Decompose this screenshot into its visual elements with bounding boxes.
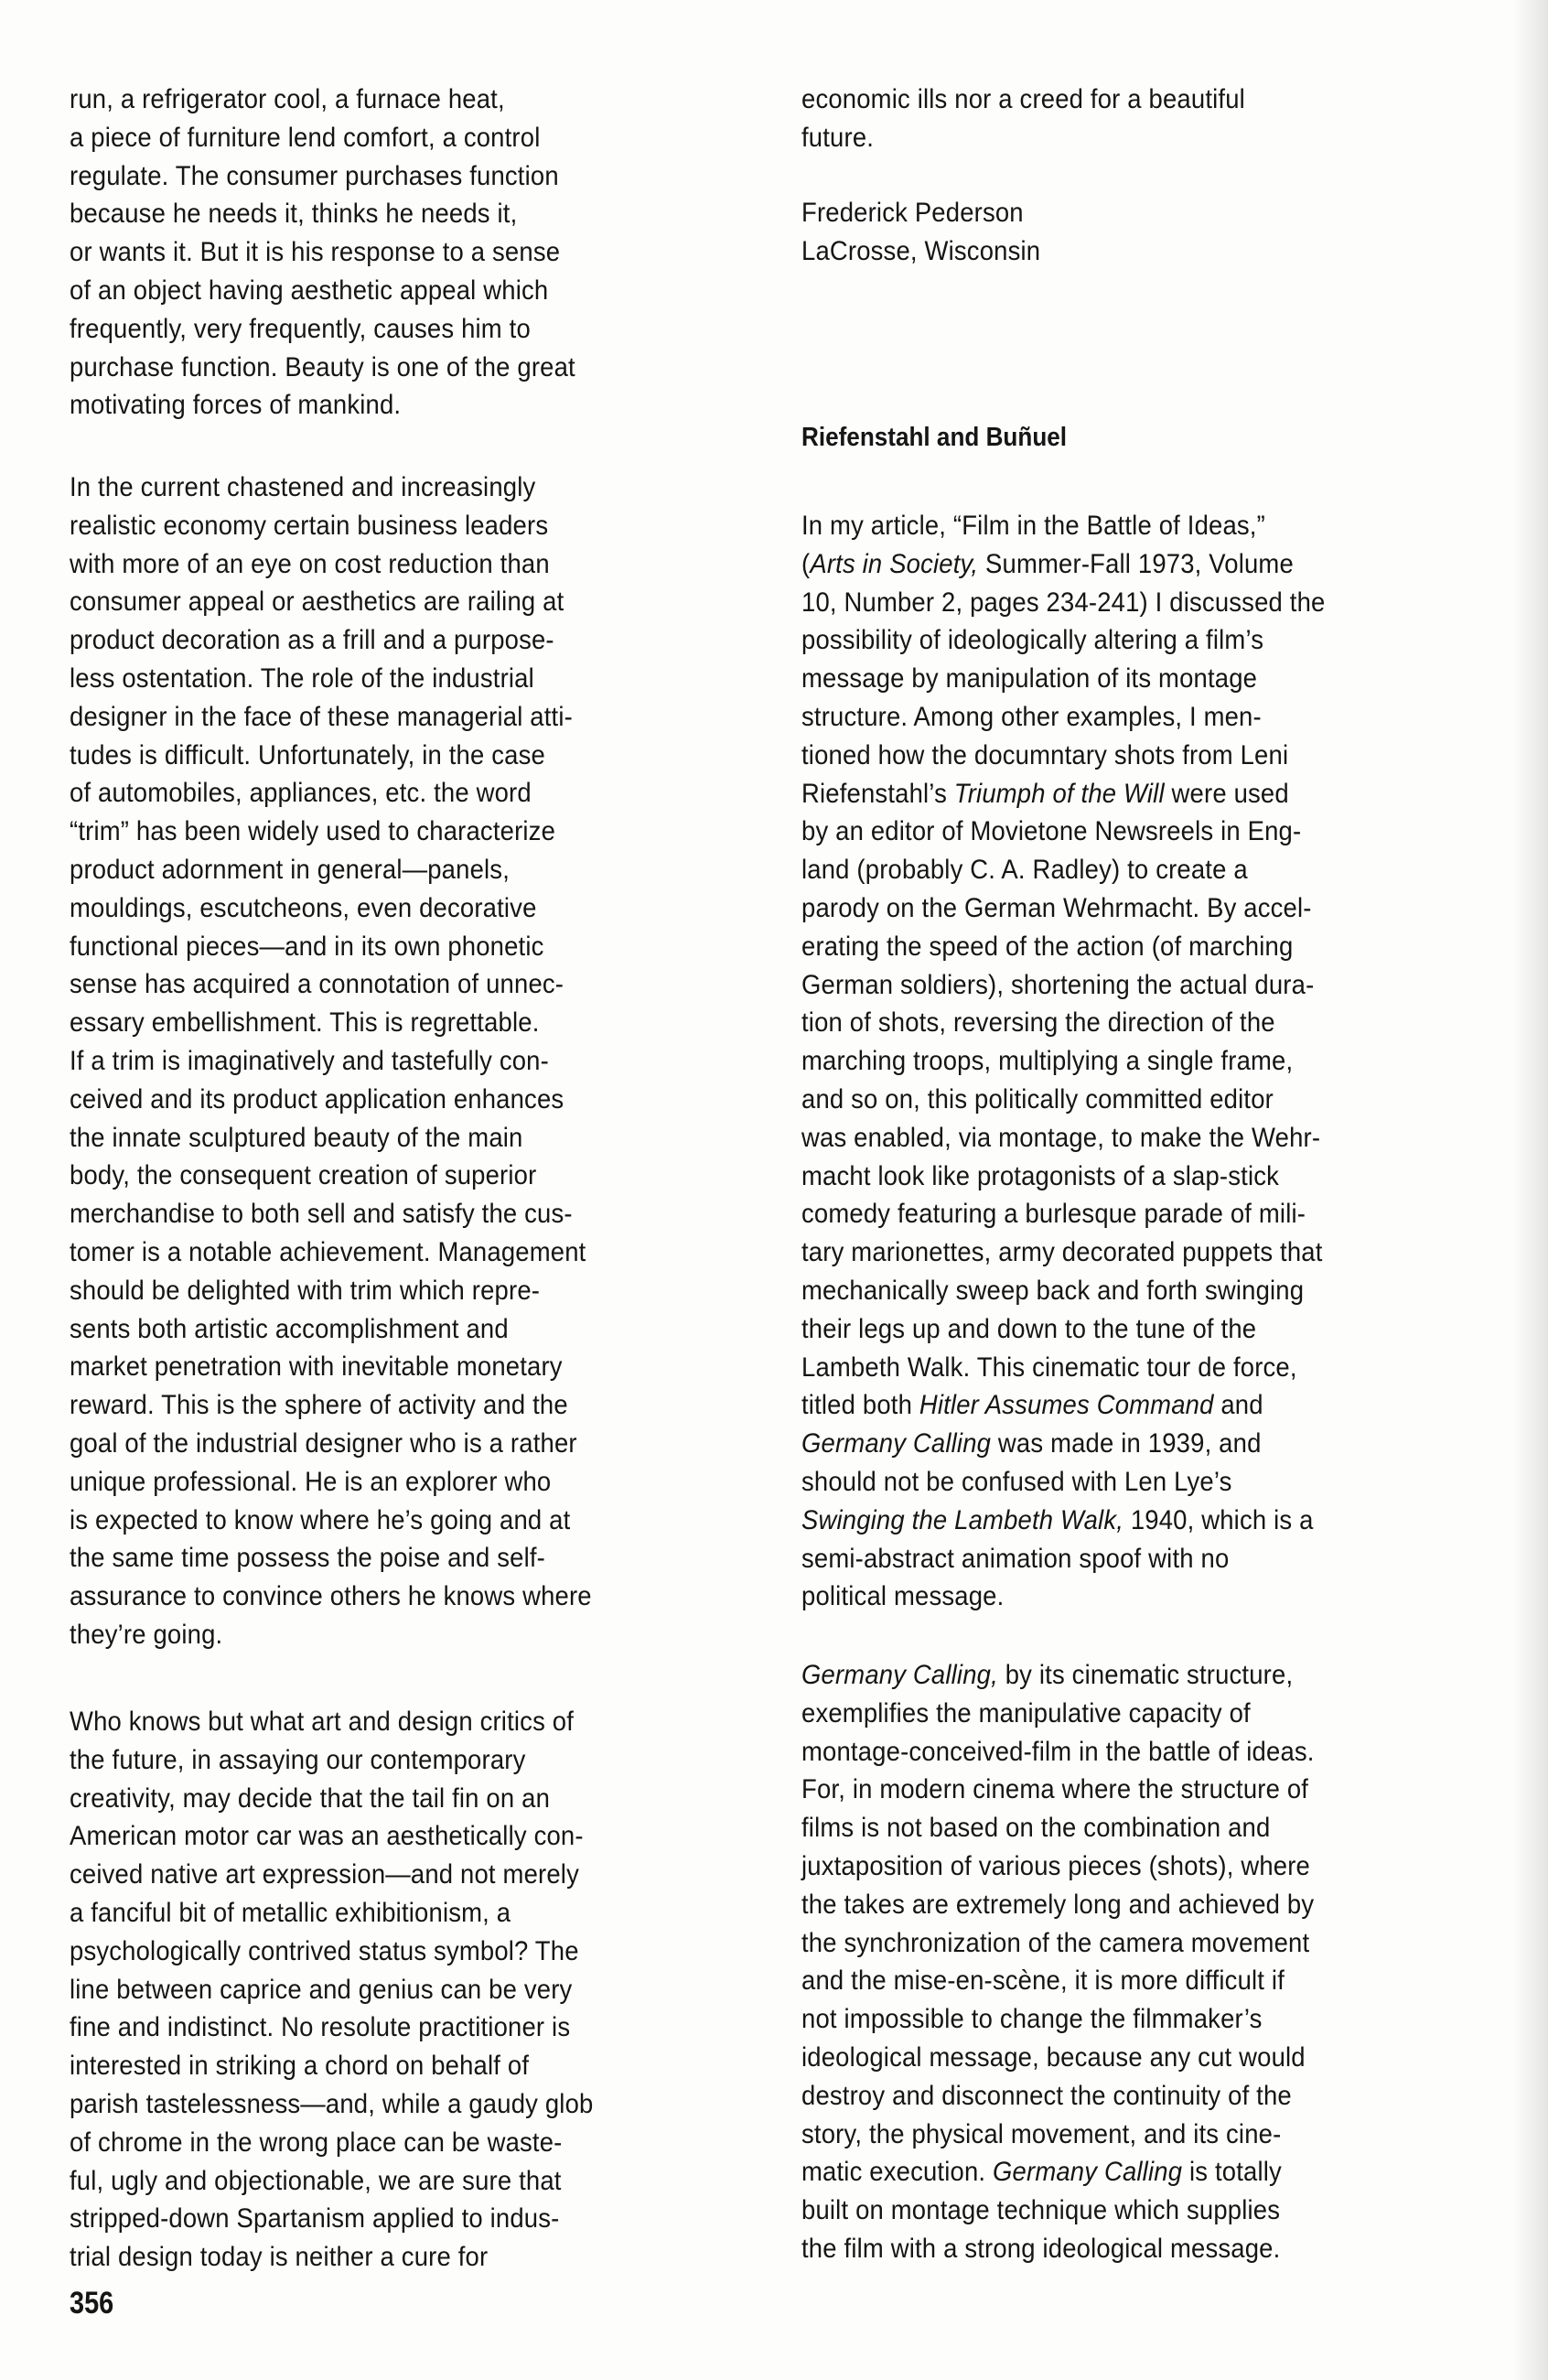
- italic-title: Germany Calling: [993, 2157, 1183, 2188]
- text-line: tomer is a notable achievement. Management: [70, 1236, 586, 1267]
- paragraph-left-1: [70, 81, 575, 425]
- page-number: 356: [70, 2286, 114, 2321]
- text-line: realistic economy certain business leaders: [70, 510, 549, 541]
- text-line: mechanically sweep back and forth swinging: [801, 1275, 1305, 1306]
- text-line: the same time possess the poise and self-: [70, 1543, 546, 1574]
- italic-title: Arts in Society,: [810, 548, 979, 579]
- text-line: and the mise-en-scène, it is more difficult if: [801, 1965, 1285, 1997]
- text-line: regulate. The consumer purchases function: [70, 160, 559, 191]
- text-line: destroy and disconnect the continuity of the: [801, 2080, 1292, 2111]
- signature-location: LaCrosse, Wisconsin: [801, 235, 1041, 266]
- paragraph-left-3: [70, 1703, 593, 2277]
- text-line: product adornment in general—panels,: [70, 854, 511, 885]
- text-line: reward. This is the sphere of activity and the: [70, 1390, 568, 1421]
- text-line: a fanciful bit of metallic exhibitionism, a: [70, 1897, 511, 1928]
- text-line: line between caprice and genius can be very: [70, 1974, 573, 2005]
- text-line: body, the consequent creation of superior: [70, 1160, 537, 1191]
- text-line: the film with a strong ideological message.: [801, 2233, 1281, 2264]
- paragraph-right-2: [801, 1656, 1315, 2268]
- text-line: with more of an eye on cost reduction than: [70, 548, 550, 579]
- section-heading: Riefenstahl and Buñuel: [801, 423, 1068, 452]
- signature-name: Frederick Pederson: [801, 198, 1024, 228]
- text-line: “trim” has been widely used to characterize: [70, 816, 556, 847]
- text-line: interested in striking a chord on behalf of: [70, 2051, 530, 2082]
- italic-title: Swinging the Lambeth Walk,: [801, 1504, 1124, 1535]
- page-edge-shadow: [1513, 0, 1548, 2380]
- text-line: American motor car was an aesthetically con-: [70, 1821, 584, 1852]
- text-line: sents both artistic accomplishment and: [70, 1313, 509, 1344]
- italic-title: Hitler Assumes Command: [919, 1390, 1214, 1421]
- text-line: run, a refrigerator cool, a furnace heat,: [70, 84, 505, 114]
- text-line: the synchronization of the camera movement: [801, 1927, 1310, 1958]
- italic-title: Germany Calling,: [801, 1660, 998, 1690]
- text-line: exemplifies the manipulative capacity of: [801, 1697, 1251, 1728]
- text-line: films is not based on the combination and: [801, 1813, 1271, 1844]
- text-line: parish tastelessness—and, while a gaudy glob: [70, 2088, 594, 2119]
- text-line: erating the speed of the action (of marching: [801, 931, 1294, 962]
- text-line: ideological message, because any cut would: [801, 2041, 1306, 2073]
- text-line: ceived native art expression—and not merely: [70, 1859, 579, 1890]
- text-line: possibility of ideologically altering a film’s: [801, 625, 1264, 656]
- text-line: tary marionettes, army decorated puppets that: [801, 1237, 1323, 1268]
- text-line: sense has acquired a connotation of unnec-: [70, 969, 564, 1000]
- text-line: land (probably C. A. Radley) to create a: [801, 855, 1248, 886]
- text-line: designer in the face of these managerial atti-: [70, 701, 573, 732]
- text-line: stripped-down Spartanism applied to indus-: [70, 2203, 560, 2235]
- text-line: less ostentation. The role of the industrial: [70, 662, 534, 694]
- text-line: because he needs it, thinks he needs it,: [70, 199, 518, 230]
- text-line: tudes is difficult. Unfortunately, in the case: [70, 739, 545, 770]
- italic-title: Germany Calling: [801, 1428, 992, 1459]
- text-line: or wants it. But it is his response to a sense: [70, 237, 561, 268]
- text-line: Germany Calling, by its cinematic structure,: [801, 1660, 1294, 1690]
- text-line: they’re going.: [70, 1619, 223, 1650]
- text-line: German soldiers), shortening the actual dura-: [801, 969, 1315, 1000]
- letter-signature: [801, 194, 1040, 271]
- text-line: Who knows but what art and design critics of: [70, 1707, 575, 1737]
- text-line: by an editor of Movietone Newsreels in Eng-: [801, 816, 1302, 847]
- text-line: marching troops, multiplying a single frame,: [801, 1046, 1294, 1077]
- paragraph-left-2: [70, 468, 592, 1654]
- text-line: future.: [801, 122, 875, 153]
- text-line: mouldings, escutcheons, even decorative: [70, 892, 537, 923]
- text-line: of chrome in the wrong place can be waste-: [70, 2127, 563, 2158]
- text-line: structure. Among other examples, I men-: [801, 701, 1262, 732]
- letter-continuation: [801, 81, 1245, 157]
- text-line: titled both Hitler Assumes Command and: [801, 1390, 1263, 1421]
- text-line: is expected to know where he’s going and at: [70, 1504, 571, 1535]
- paragraph-right-1: [801, 507, 1325, 1616]
- text-line: of an object having aesthetic appeal which: [70, 275, 549, 306]
- text-line: comedy featuring a burlesque parade of mili-: [801, 1199, 1306, 1230]
- italic-title: Triumph of the Will: [953, 778, 1165, 809]
- text-line: Swinging the Lambeth Walk, 1940, which is a: [801, 1504, 1314, 1535]
- text-line: motivating forces of mankind.: [70, 390, 402, 421]
- text-line: the innate sculptured beauty of the main: [70, 1122, 523, 1153]
- text-line: frequently, very frequently, causes him to: [70, 313, 531, 344]
- text-line: ceived and its product application enhances: [70, 1083, 564, 1115]
- text-line: market penetration with inevitable monetary: [70, 1352, 563, 1383]
- text-line: matic execution. Germany Calling is totally: [801, 2157, 1282, 2188]
- text-line: was enabled, via montage, to make the Wehr-: [801, 1122, 1321, 1153]
- text-line: should be delighted with trim which repre-: [70, 1275, 541, 1306]
- text-line: story, the physical movement, and its cine-: [801, 2118, 1282, 2149]
- text-line: semi-abstract animation spoof with no: [801, 1543, 1230, 1574]
- text-line: trial design today is neither a cure for: [70, 2242, 489, 2273]
- text-line: assurance to convince others he knows where: [70, 1581, 592, 1612]
- text-line: built on montage technique which supplies: [801, 2195, 1281, 2226]
- text-line: ful, ugly and objectionable, we are sure that: [70, 2165, 562, 2196]
- text-line: of automobiles, appliances, etc. the word: [70, 778, 532, 809]
- text-line: economic ills nor a creed for a beautiful: [801, 84, 1245, 114]
- text-line: parody on the German Wehrmacht. By accel-: [801, 892, 1312, 923]
- text-line: their legs up and down to the tune of the: [801, 1313, 1257, 1344]
- text-line: a piece of furniture lend comfort, a control: [70, 122, 541, 153]
- text-line: fine and indistinct. No resolute practitioner is: [70, 2012, 571, 2043]
- text-line: and so on, this politically committed editor: [801, 1083, 1274, 1115]
- text-line: In the current chastened and increasingly: [70, 472, 536, 502]
- text-line: 10, Number 2, pages 234-241) I discussed the: [801, 587, 1326, 618]
- text-line: tioned how the documntary shots from Leni: [801, 739, 1289, 770]
- text-line: (Arts in Society, Summer-Fall 1973, Volume: [801, 548, 1294, 579]
- text-line: essary embellishment. This is regrettable.: [70, 1007, 540, 1039]
- text-line: consumer appeal or aesthetics are railing at: [70, 587, 564, 618]
- text-line: political message.: [801, 1581, 1005, 1612]
- text-line: not impossible to change the filmmaker’s: [801, 2004, 1263, 2035]
- text-line: functional pieces—and in its own phonetic: [70, 931, 544, 962]
- text-line: should not be confused with Len Lye’s: [801, 1466, 1232, 1497]
- text-line: message by manipulation of its montage: [801, 663, 1258, 695]
- text-line: creativity, may decide that the tail fin on an: [70, 1782, 551, 1814]
- text-line: In my article, “Film in the Battle of Ideas,”: [801, 511, 1265, 541]
- text-line: Lambeth Walk. This cinematic tour de force,: [801, 1352, 1297, 1383]
- text-line: juxtaposition of various pieces (shots), where: [801, 1850, 1311, 1881]
- text-line: If a trim is imaginatively and tastefully con-: [70, 1045, 549, 1076]
- text-line: product decoration as a frill and a purpose-: [70, 625, 554, 656]
- text-line: Riefenstahl’s Triumph of the Will were used: [801, 778, 1289, 809]
- text-line: montage-conceived-film in the battle of ideas.: [801, 1736, 1315, 1767]
- text-line: Germany Calling was made in 1939, and: [801, 1428, 1262, 1459]
- text-line: For, in modern cinema where the structure of: [801, 1774, 1309, 1805]
- text-line: psychologically contrived status symbol? The: [70, 1935, 579, 1966]
- text-line: the future, in assaying our contemporary: [70, 1744, 526, 1775]
- text-line: the takes are extremely long and achieved by: [801, 1889, 1315, 1920]
- text-line: merchandise to both sell and satisfy the cus-: [70, 1199, 573, 1230]
- text-line: macht look like protagonists of a slap-stick: [801, 1160, 1280, 1191]
- text-line: tion of shots, reversing the direction of the: [801, 1007, 1275, 1039]
- text-line: goal of the industrial designer who is a rather: [70, 1427, 577, 1459]
- text-line: purchase function. Beauty is one of the great: [70, 351, 575, 382]
- text-line: unique professional. He is an explorer who: [70, 1466, 552, 1497]
